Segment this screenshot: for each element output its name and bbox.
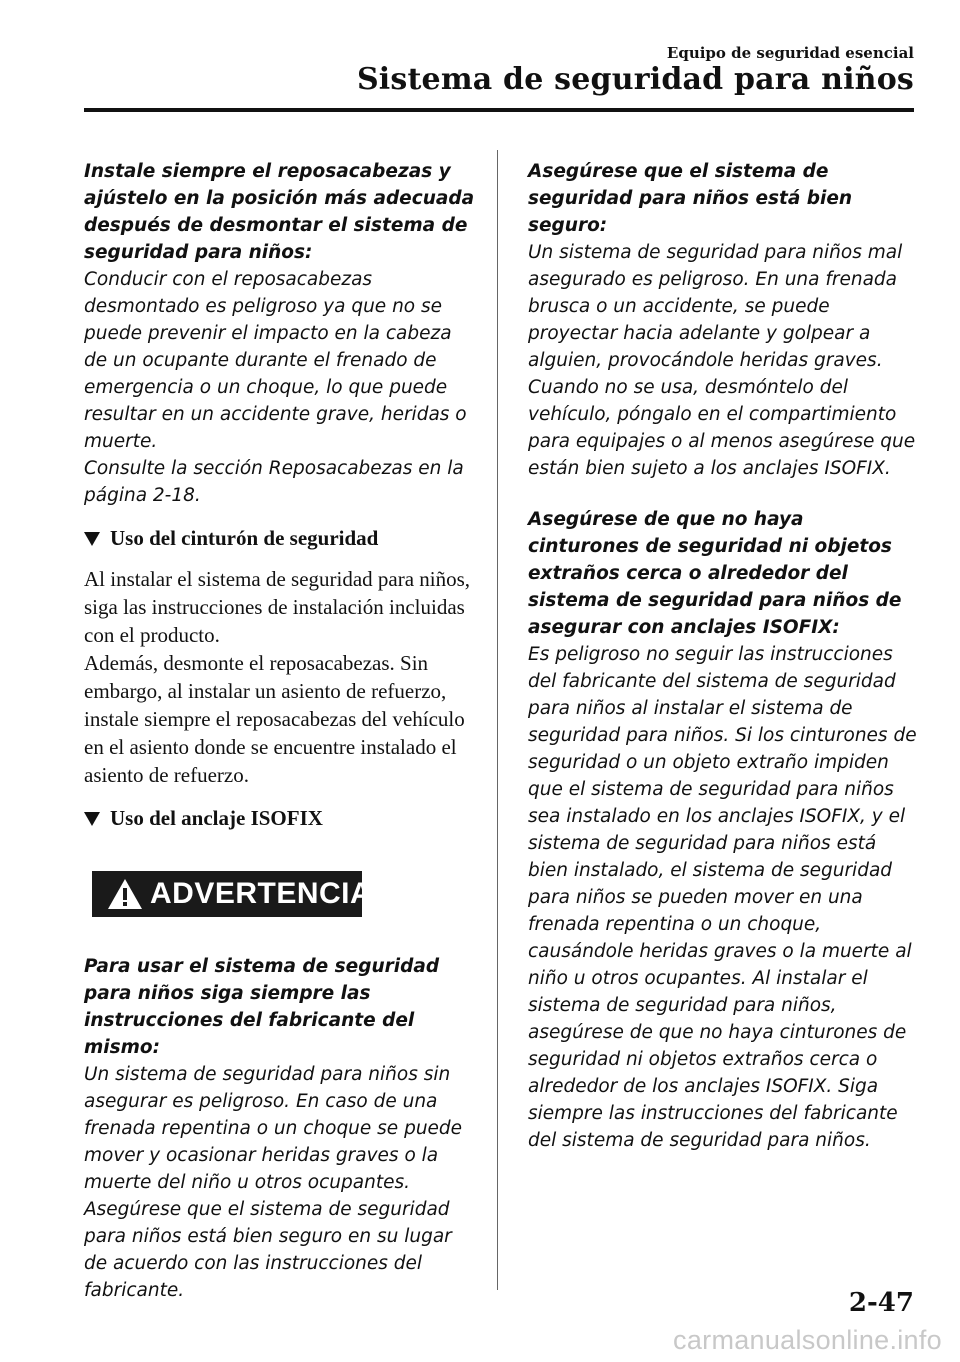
header-kicker: Equipo de seguridad esencial xyxy=(666,44,914,62)
section-heading-seatbelt-label: Uso del cinturón de seguridad xyxy=(110,526,379,550)
warning-headrest xyxy=(84,158,480,509)
page-number: 2-47 xyxy=(848,1288,914,1318)
warning-secure-lead: Asegúrese que el sistema de seguridad para niños está bien seguro: xyxy=(528,161,853,236)
warning-foreign-objects-lead: Asegúrese de que no haya cinturones de seguridad ni objetos extraños cerca o alrededor del sistema de seguridad para niños de asegurar con anclajes ISOFIX: xyxy=(528,509,902,638)
section-heading-isofix xyxy=(84,806,480,831)
header-rule xyxy=(84,108,914,112)
warning-manufacturer-body: Un sistema de seguridad para niños sin asegurar es peligroso. En caso de una frenada repentina o un choque se puede mover y ocasionar heridas graves o la muerte del niño u otros ocupantes. Asegúrese que el sistema de seguridad para niños está bien seguro en su lugar de acuerdo con las instrucciones del fabricante. xyxy=(84,1064,463,1301)
warning-triangle-icon xyxy=(106,877,144,911)
column-divider xyxy=(497,150,498,1290)
warning-secure xyxy=(528,158,918,482)
warning-secure-body: Un sistema de seguridad para niños mal asegurado es peligroso. En una frenada brusca o un accidente, se puede proyectar hacia adelante y golpear a alguien, provocándole heridas graves. Cuando no se usa, desmóntelo del vehículo, póngalo en el compartimiento para equipajes o al menos asegúrese que están bien sujeto a los anclajes ISOFIX. xyxy=(528,242,916,479)
seatbelt-paragraph-2: Además, desmonte el reposacabezas. Sin embargo, al instalar un asiento de refuerzo, instale siempre el reposacabezas del vehículo en el asiento donde se encuentre instalado el asiento de refuerzo. xyxy=(84,651,465,787)
warning-manufacturer-lead: Para usar el sistema de seguridad para niños siga siempre las instrucciones del fabricante del mismo: xyxy=(84,956,440,1058)
warning-manufacturer xyxy=(84,953,480,1304)
left-column xyxy=(84,158,480,1304)
warning-foreign-objects-body: Es peligroso no seguir las instrucciones del fabricante del sistema de seguridad para niños al instalar el sistema de seguridad para niños. Si los cinturones de seguridad o un objeto extraño impiden que el sistema de seguridad para niños sea instalado en los anclajes ISOFIX, y el sistema de seguridad para niños está bien instalado, el sistema de seguridad para niños se pueden mover en una frenada repentina o un choque, causándole heridas graves o la muerte al niño u otros ocupantes. Al instalar el sistema de seguridad para niños, asegúrese de que no haya cinturones de seguridad ni objetos extraños cerca o alrededor de los anclajes ISOFIX. Siga siempre las instrucciones del fabricante del sistema de seguridad para niños. xyxy=(528,644,917,1151)
page-title: Sistema de seguridad para niños xyxy=(356,62,914,97)
triangle-down-icon xyxy=(84,812,100,826)
section-heading-isofix-label: Uso del anclaje ISOFIX xyxy=(110,806,323,830)
warning-banner xyxy=(92,871,373,917)
warning-headrest-lead: Instale siempre el reposacabezas y ajústelo en la posición más adecuada después de desmontar el sistema de seguridad para niños: xyxy=(84,161,475,263)
right-column xyxy=(528,158,918,1154)
spacer xyxy=(528,482,918,506)
watermark: carmanualsonline.info xyxy=(673,1325,942,1355)
seatbelt-paragraph-1: Al instalar el sistema de seguridad para niños, siga las instrucciones de instalación incluidas con el producto. xyxy=(84,567,471,647)
triangle-down-icon xyxy=(84,532,100,546)
warning-foreign-objects xyxy=(528,506,918,1154)
warning-banner-label: ADVERTENCIA xyxy=(150,877,373,910)
section-heading-seatbelt xyxy=(84,526,480,551)
warning-headrest-body: Conducir con el reposacabezas desmontado es peligroso ya que no se puede prevenir el impacto en la cabeza de un ocupante durante el frenado de emergencia o un choque, lo que puede resultar en un accidente grave, heridas o muerte. xyxy=(84,269,467,452)
warning-headrest-ref: Consulte la sección Reposacabezas en la página 2-18. xyxy=(84,458,464,506)
